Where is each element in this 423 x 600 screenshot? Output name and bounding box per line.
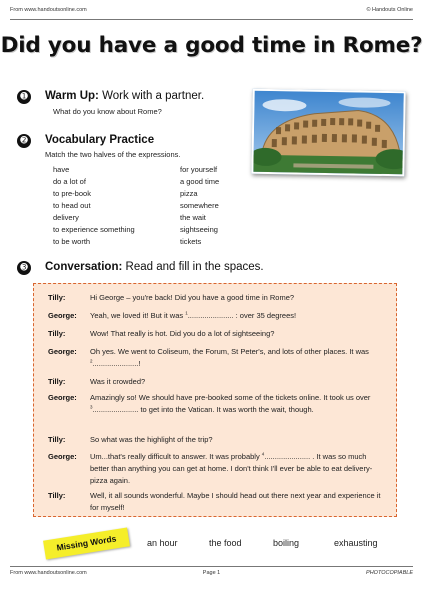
gap-number: 2 [90,358,93,364]
missing-words-sticker: Missing Words [43,527,130,559]
vocab-right-item: the wait [180,213,206,222]
vocab-right-column [180,164,219,248]
section-title-warmup [45,90,204,102]
header-divider [10,19,413,20]
missing-word: the food [209,538,242,548]
text-part: Amazingly so! We should have pre-booked some of the tickets online. It took us over [90,393,371,402]
dialogue-text: Well, it all sounds wonderful. Maybe I should head out there next year and experience it for myself! [90,491,381,512]
vocab-left-item: to head out [53,201,91,210]
gap-number: 1 [185,310,188,316]
section-title-vocabulary [45,134,154,146]
vocab-left-item: do a lot of [53,177,86,186]
section-number-1: ➊ [17,90,31,104]
speaker-name: George: [48,452,77,461]
conversation-box [33,283,397,517]
speaker-name: Tilly: [48,329,66,338]
missing-word: exhausting [334,538,378,548]
section-subtitle-warmup: What do you know about Rome? [53,107,162,116]
vocab-right-item: a good time [180,177,220,186]
speaker-name: George: [48,311,77,320]
section-number-3: ➌ [17,261,31,275]
photocopiable-label: PHOTOCOPIABLE [366,570,413,576]
text-part: Yeah, we loved it! But it was [90,311,186,320]
dialogue-text [90,451,386,487]
vocab-left-item: to be worth [53,237,91,246]
speaker-name: Tilly: [48,435,66,444]
footer-source: From www.handoutsonline.com [10,570,87,576]
dialogue-text [90,346,386,370]
colosseum-photo [251,89,405,177]
speaker-name: George: [48,393,77,402]
footer-divider [10,566,413,567]
gap-blank: ...................... . It was so much better than anything you can get at home. I don't think I'll ever be able to eat delivery-pizza again. [90,452,373,485]
section-title-bold: Vocabulary Practice [45,134,155,146]
section-title-rest: Work with a partner. [98,90,205,102]
section-title-rest: Read and fill in the spaces. [122,261,264,273]
missing-word: an hour [147,538,178,548]
section-title-bold: Conversation: [45,261,123,273]
section-number-2: ➋ [17,134,31,148]
gap-blank: ...................... to get into the Vatican. It was worth the wait, though. [92,405,314,414]
gap-number: 3 [90,404,93,410]
vocab-left-item: to experience something [53,225,135,234]
vocab-right-item: tickets [180,237,202,246]
missing-word: boiling [273,538,300,548]
vocab-left-item: to pre-book [53,189,91,198]
dialogue-text: So what was the highlight of the trip? [90,435,213,444]
section-title-bold: Warm Up: [45,90,99,102]
dialogue-text [90,392,386,416]
vocab-left-item: have [53,165,70,174]
page-footer [10,570,413,580]
page-number: Page 1 [202,570,221,576]
dialogue-text: Was it crowded? [90,377,146,386]
text-part: Um...that's really difficult to answer. It was probably [90,452,262,461]
speaker-name: Tilly: [48,491,66,500]
vocab-left-column [53,164,135,248]
dialogue-text: Hi George – you're back! Did you have a good time in Rome? [90,293,295,302]
vocab-right-item: somewhere [180,201,219,210]
speaker-name: Tilly: [48,377,66,386]
vocab-right-item: pizza [180,189,198,198]
dialogue-text: Wow! That really is hot. Did you do a lot of sightseeing? [90,329,275,338]
header-source: From www.handoutsonline.com [10,7,87,13]
header-copyright: © Handouts Online [366,7,413,13]
gap-blank: ...................... : over 35 degrees! [187,311,297,320]
section-title-conversation [45,261,264,273]
speaker-name: Tilly: [48,293,66,302]
speaker-name: George: [48,347,77,356]
dialogue-text [90,310,386,322]
vocab-left-item: delivery [53,213,79,222]
text-part: Oh yes. We went to Coliseum, the Forum, St Peter's, and lots of other places. It was [90,347,369,356]
gap-blank: ......................! [92,359,141,368]
gap-number: 4 [261,451,265,457]
page-header [10,5,413,17]
vocab-right-item: sightseeing [180,225,218,234]
vocab-right-item: for yourself [180,165,218,174]
colosseum-illustration [253,91,405,177]
section-subtitle-vocabulary: Match the two halves of the expressions. [45,150,181,159]
page-title: Did you have a good time in Rome? [0,33,423,58]
